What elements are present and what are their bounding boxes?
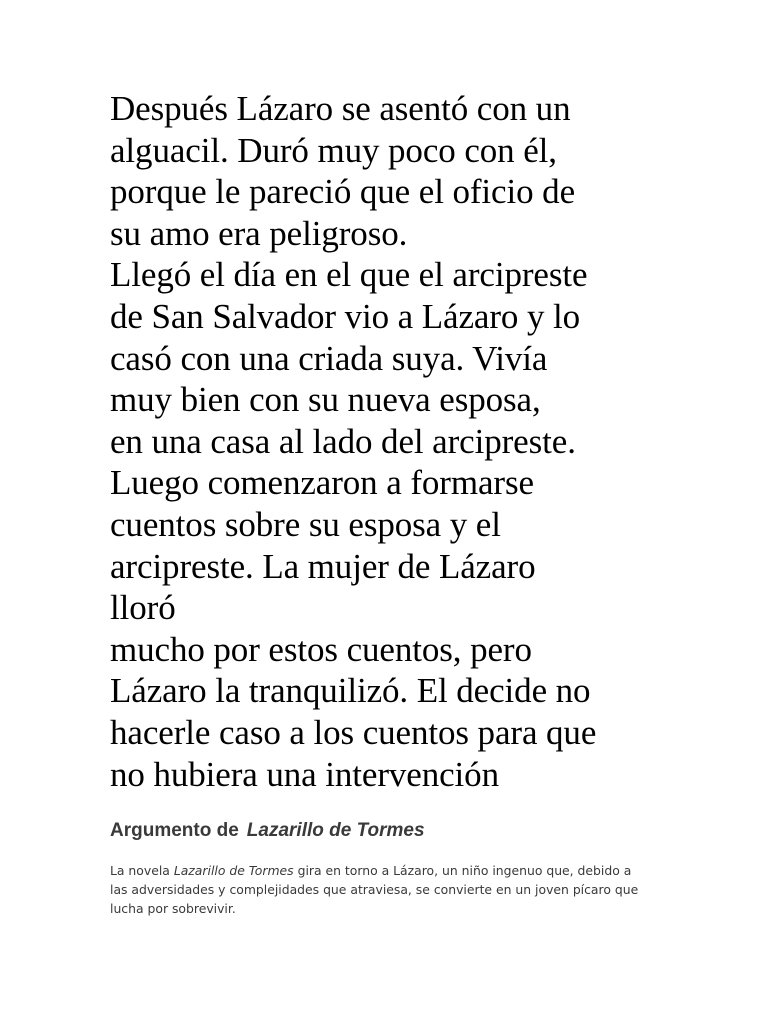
main-text-line: Llegó el día en el que el arcipreste xyxy=(110,255,588,295)
main-text-line: en una casa al lado del arcipreste. xyxy=(110,421,576,461)
main-text-line: cuentos sobre su esposa y el xyxy=(110,504,501,544)
summary-book-title: Lazarillo de Tormes xyxy=(173,863,294,878)
main-text-line: alguacil. Duró muy poco con él, xyxy=(110,130,557,170)
section-heading xyxy=(110,820,425,842)
main-text-line: Lázaro la tranquilizó. El decide no xyxy=(110,671,591,711)
summary-paragraph xyxy=(110,861,670,918)
main-text-line: arcipreste. La mujer de Lázaro xyxy=(110,546,536,586)
main-text-line: Después Lázaro se asentó con un xyxy=(110,89,571,128)
main-text xyxy=(110,88,730,795)
main-text-line: mucho por estos cuentos, pero xyxy=(110,629,532,669)
main-text-line: su amo era peligroso. xyxy=(110,213,408,253)
main-text-line: no hubiera una intervención xyxy=(110,754,499,794)
summary-line: lucha por sobrevivir. xyxy=(110,901,236,916)
section-heading-prefix: Argumento de xyxy=(110,820,239,841)
section-heading-title: Lazarillo de Tormes xyxy=(246,820,425,841)
summary-line xyxy=(110,861,670,880)
summary-line: las adversidades y complejidades que atraviesa, se convierte en un joven pícaro que xyxy=(110,882,639,897)
main-text-line: casó con una criada suya. Vivía xyxy=(110,338,548,378)
main-text-line: lloró xyxy=(110,588,176,628)
main-text-line: Luego comenzaron a formarse xyxy=(110,463,534,503)
main-text-line: de San Salvador vio a Lázaro y lo xyxy=(110,296,581,336)
summary-text: gira en torno a Lázaro, un niño ingenuo que, debido a xyxy=(293,863,632,878)
main-text-line: muy bien con su nueva esposa, xyxy=(110,380,541,420)
main-text-line: hacerle caso a los cuentos para que xyxy=(110,712,597,752)
main-text-line: porque le pareció que el oficio de xyxy=(110,172,575,212)
summary-text: La novela xyxy=(110,863,174,878)
